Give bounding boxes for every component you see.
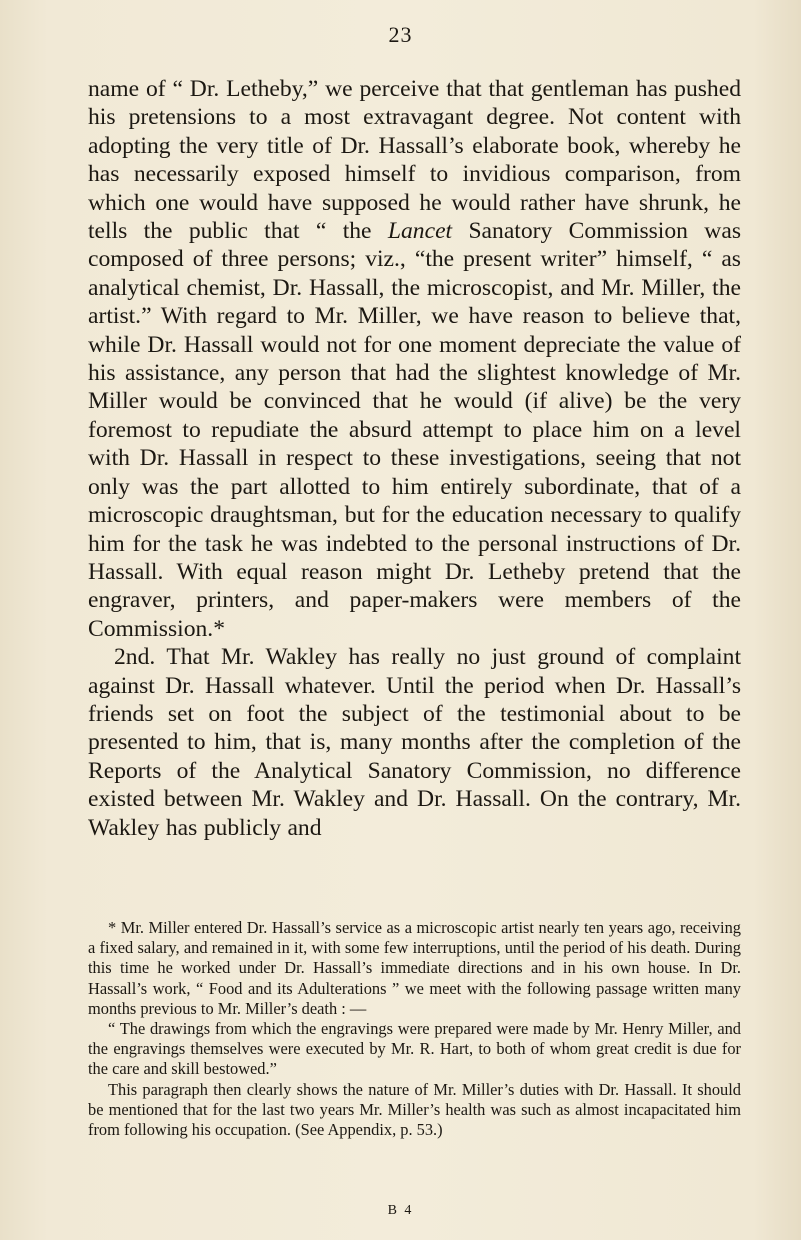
footnote-paragraph-1: * Mr. Miller entered Dr. Hassall’s service as a microscopic artist nearly ten years ago, receiving a fixed salary, and remained in it, with some few interruptions, until the period of his death. During this time he worked under Dr. Hassall’s immediate directions and in his own house. In Dr. Hassall’s work, “ Food and its Adulterations ” we meet with the following passage written many months previous to Mr. Miller’s death : —: [88, 918, 741, 1018]
footnote-paragraph-2: “ The drawings from which the engravings were prepared were made by Mr. Henry Miller, and the engravings themselves were executed by Mr. R. Hart, to both of whom great credit is due for the care and skill bestowed.”: [88, 1019, 741, 1079]
paragraph-2: 2nd. That Mr. Wakley has really no just ground of complaint against Dr. Hassall whatever. Until the period when Dr. Hassall’s friends set on foot the subject of the testimonial about to be presented to him, that is, many months after the completion of the Reports of the Analytical Sanatory Commission, no difference existed between Mr. Wakley and Dr. Hassall. On the contrary, Mr. Wakley has publicly and: [88, 644, 741, 841]
signature-mark: B 4: [387, 1203, 414, 1218]
lancet-title: Lancet: [387, 218, 453, 245]
footnote-paragraph-3: This paragraph then clearly shows the nature of Mr. Miller’s duties with Dr. Hassall. It should be mentioned that for the last two years Mr. Miller’s health was such as almost incapacitated him from following his occupation. (See Appendix, p. 53.): [88, 1079, 741, 1140]
paragraph-1-part-b: Sanatory Commission was composed of three persons; viz., “the present writer” himself, “ as analytical chemist, Dr. Hassall, the microscopist, and Mr. Miller, the artist.” With regard to Mr. Miller, we have reason to believe that, while Dr. Hassall would not for one moment depreciate the value of his assistance, any person that had the slightest knowledge of Mr. Miller would be convinced that he would (if alive) be the very foremost to repudiate the absurd attempt to place him on a level with Dr. Hassall in respect to these investigations, seeing that not only was the part allotted to him entirely subordinate, that of a microscopic draughtsman, but for the education necessary to qualify him for the task he was indebted to the personal instructions of Dr. Hassall. With equal reason might Dr. Letheby pretend that the engraver, printers, and paper-makers were members of the Commission.*: [88, 218, 741, 642]
footnote: [88, 918, 741, 1140]
page-number: 23: [388, 22, 413, 47]
main-text: [88, 75, 741, 842]
paragraph-1-part-a: name of “ Dr. Letheby,” we perceive that that gentleman has pushed his pretensions to a most extravagant degree. Not content with adopting the very title of Dr. Hassall’s elaborate book, whereby he has necessarily exposed himself to invidious comparison, from which one would have supposed he would rather have shrunk, he tells the public that “ the: [88, 76, 741, 245]
paragraph-1: [88, 75, 741, 643]
